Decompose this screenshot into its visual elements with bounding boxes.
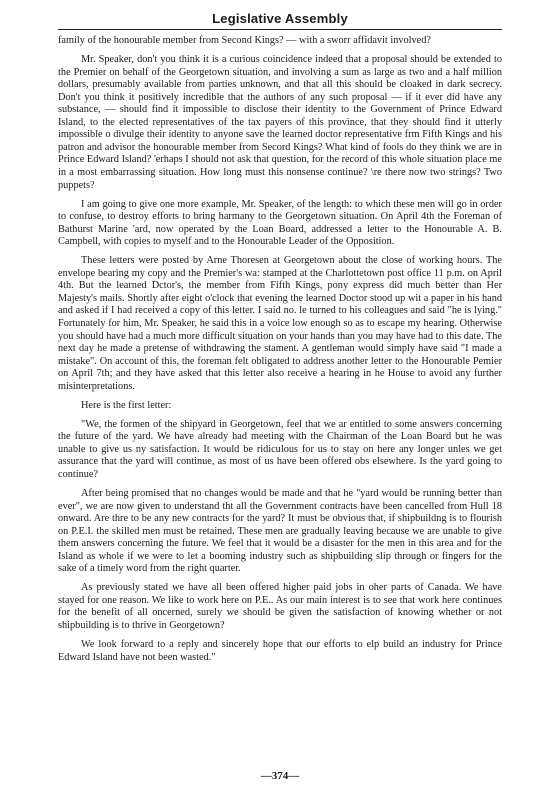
- page-number: —374—: [260, 770, 300, 782]
- running-header: Legislative Assembly: [212, 11, 348, 26]
- paragraph-2: Mr. Speaker, don't you think it is a curious coincidence indeed that a proposal should be extended to the Premier on behalf of the Georgetown situation, and involving a sum as large as two and a half million dollars, presumably available from parties unknown, and that all this should be cloaked in dark secrecy. Don't you think it positively incredible that the authors of any such proposal — if it ever did have any substance, — should find it impossible to disclose their identity to the Government of Prince Edward Island, to the elected representatives of the tax payers of this province, that they should find it utterly impossible o divulge their identity to anyone save the learned doctor representative frm Fifth Kings and his patron and advisor the honourable member from Secord Kings? What kind of fools do they think we are in Prince Edward Island? 'erhaps I should not ask that question, for the record of this whole situation place me in a most embarrassing situation. How long must this nonsense continue? \re there now two strings? Two puppets?: [58, 54, 502, 191]
- paragraph-4: These letters were posted by Arne Thoresen at Georgetown about the close of working hours. The envelope bearing my copy and the Premier's wa: stamped at the Charlottetown post office 11 p.m. on April 4th. But the learned Dctor's, the member from Fifth Kings, pony express did much better than Her Majesty's mails. Shortly after eight o'clock that evening the learned Doctor stood up wit a paper in his hand and asked if I had received a copy of this letter. I said no. le turned to his colleagues and said "he is lying." Fortunately for him, Mr. Speaker, he said this in a voice low enough so as to escape my hearing. Otherwise you should have had a much more difficult situation on your hands than you may have had to this date. The next day he made a pretense of withdrawing the stament. A gentleman would simply have said "I made a mistake". On account of this, the foreman felt obligated to address another letter to the Honourable Pemier on April 7th; and they have asked that this letter also receive a hearing in he House to avoid any further misinterpretations.: [58, 255, 502, 392]
- paragraph-7: After being promised that no changes would be made and that he "yard would be running better than ever", we are now given to understand tht all the Government contracts have been cancelled from Hull 18 onward. Are thre to be any new contracts for the yard? It must be obvious that, if shipbuildng is to flourish on P.E.I. the skilled men must be retained. These men are gradually leaving because we are unable to give them answers concerning the future. We feel that it would be a disaster for the men in this area and for the Island as whole if we were to let a booming industry such as shipbuilding slip through or fingers for the sake of a timely word from the right quarter.: [58, 488, 502, 575]
- header-rule: [58, 29, 502, 30]
- paragraph-1: family of the honourable member from Second Kings? — with a sworr affidavit involved?: [58, 35, 431, 46]
- paragraph-8: As previously stated we have all been offered higher paid jobs in oher parts of Canada. We have stayed for one reason. We like to work here on P.E.. As our main interest is to see that work here continues for the benefit of all oncerned, surely we should be given the satisfaction of knowing whether or not shipbuilding is to thrive in Georgetown?: [58, 582, 502, 632]
- paragraph-9: We look forward to a reply and sincerely hope that our efforts to elp build an industry for Prince Edward Island have not been wasted.": [58, 639, 502, 663]
- paragraph-5: Here is the first letter:: [81, 399, 172, 411]
- paragraph-6: "We, the formen of the shipyard in Georgetown, feel that we ar entitled to some answers concerning the future of the yard. We have already had meeting with the Chairman of the Loan Board but he was unable to give us ny satisfaction. It would be ridiculous for us to stay on here any longer unles we get assurance that the yard will continue, as most of us have been offered obs elsewhere. Is the yard going to continue?: [58, 418, 502, 480]
- paragraph-3: I am going to give one more example, Mr. Speaker, of the length: to which these men will go in order to confuse, to destroy efforts to bring harmany to the Georgetown situation. On April 4th the Foreman of Bathurst Marine 'ard, now operated by the Loan Board, addressed a letter to the Honourable A. B. Campbell, with copies to myself and to the Honourable Leader of the Opposition.: [58, 198, 502, 248]
- body-text: [58, 35, 502, 664]
